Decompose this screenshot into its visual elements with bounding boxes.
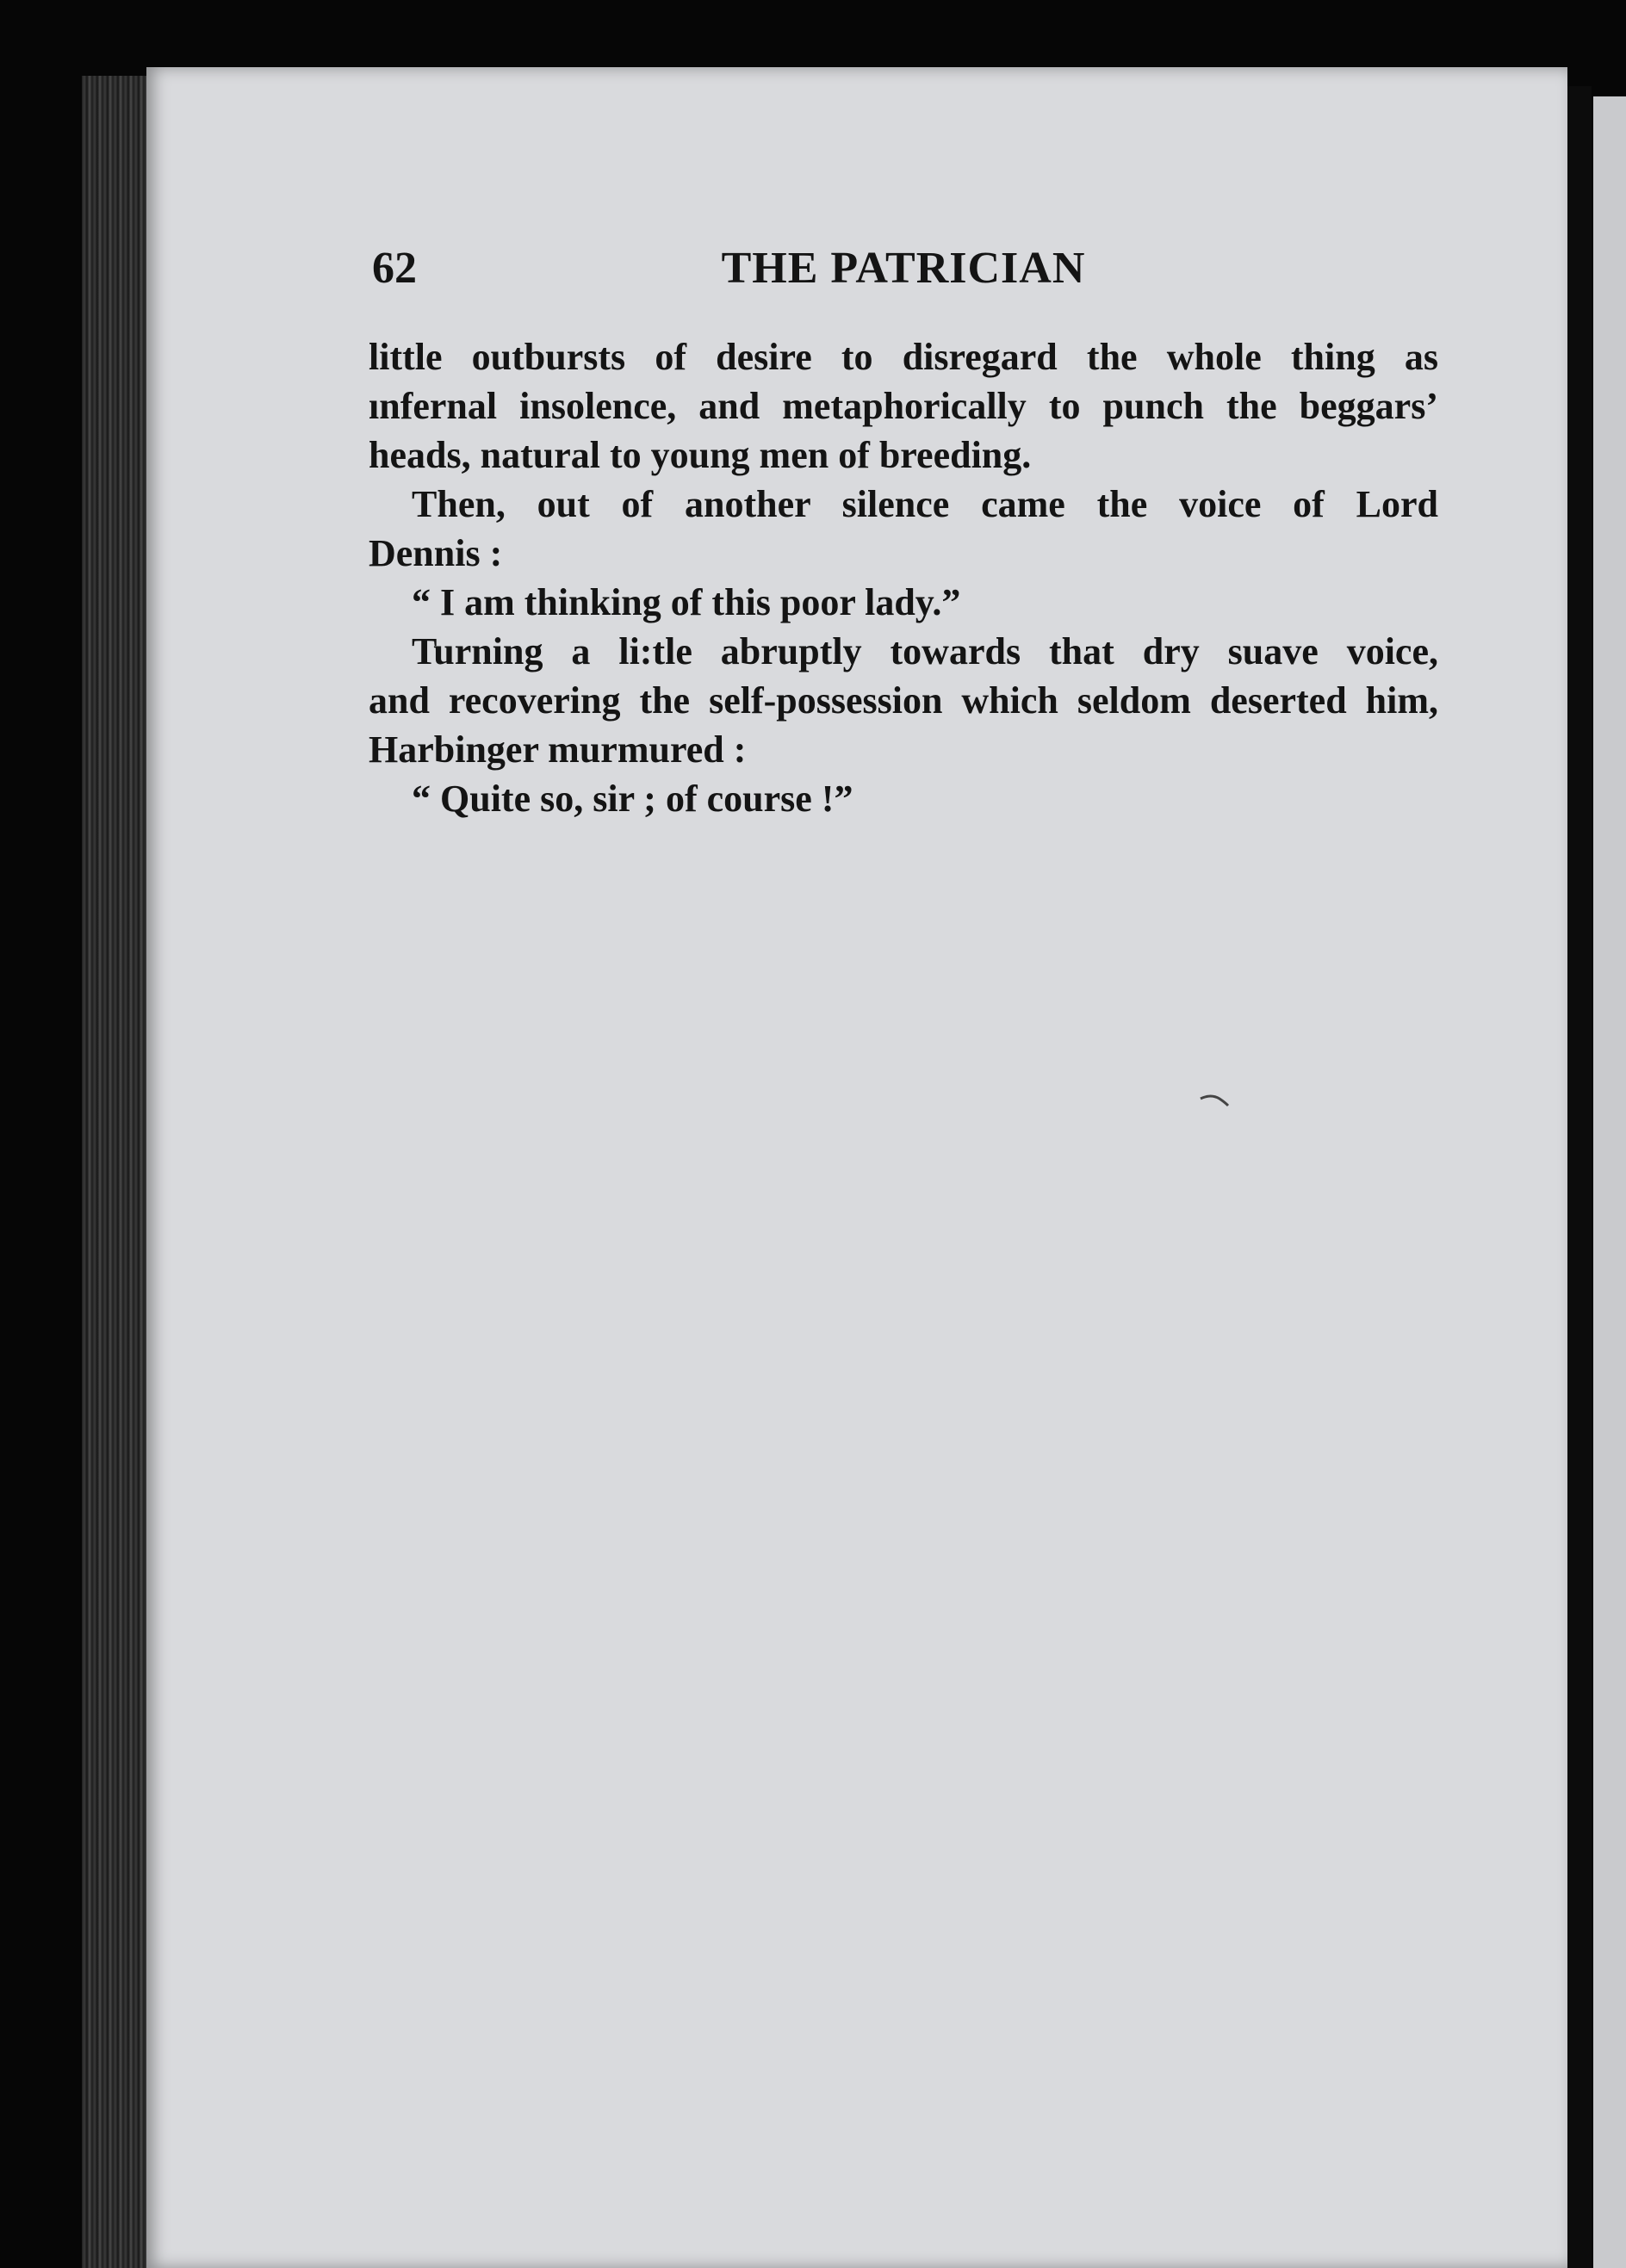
text-line: heads, natural to young men of breeding. xyxy=(369,434,1032,476)
text-line: “ I am thinking of this poor lady.” xyxy=(412,581,961,623)
text-line: and recovering the self-possession which seldom deserted him, xyxy=(369,679,1438,722)
facing-page-edge xyxy=(1593,96,1626,2268)
text-line: Harbinger murmured : xyxy=(369,728,747,771)
text-line: little outbursts of desire to disregard the whole thing as xyxy=(369,336,1438,378)
running-header xyxy=(369,243,1438,303)
page-number: 62 xyxy=(372,244,417,293)
text-line: Dennis : xyxy=(369,532,503,574)
text-line: ınfernal insolence, and metaphorically to punch the beggars’ xyxy=(369,385,1438,427)
ink-speck-icon xyxy=(1199,1092,1230,1109)
text-line: “ Quite so, sir ; of course !” xyxy=(412,778,853,820)
text-line: Turning a li:tle abruptly towards that dry suave voice, xyxy=(412,630,1438,672)
running-title: THE PATRICIAN xyxy=(721,244,1086,293)
book-spine-shadow xyxy=(1567,86,1592,2268)
book-left-edge xyxy=(82,76,151,2268)
text-line: Then, out of another silence came the voice of Lord xyxy=(412,483,1438,525)
body-text xyxy=(369,332,1438,823)
